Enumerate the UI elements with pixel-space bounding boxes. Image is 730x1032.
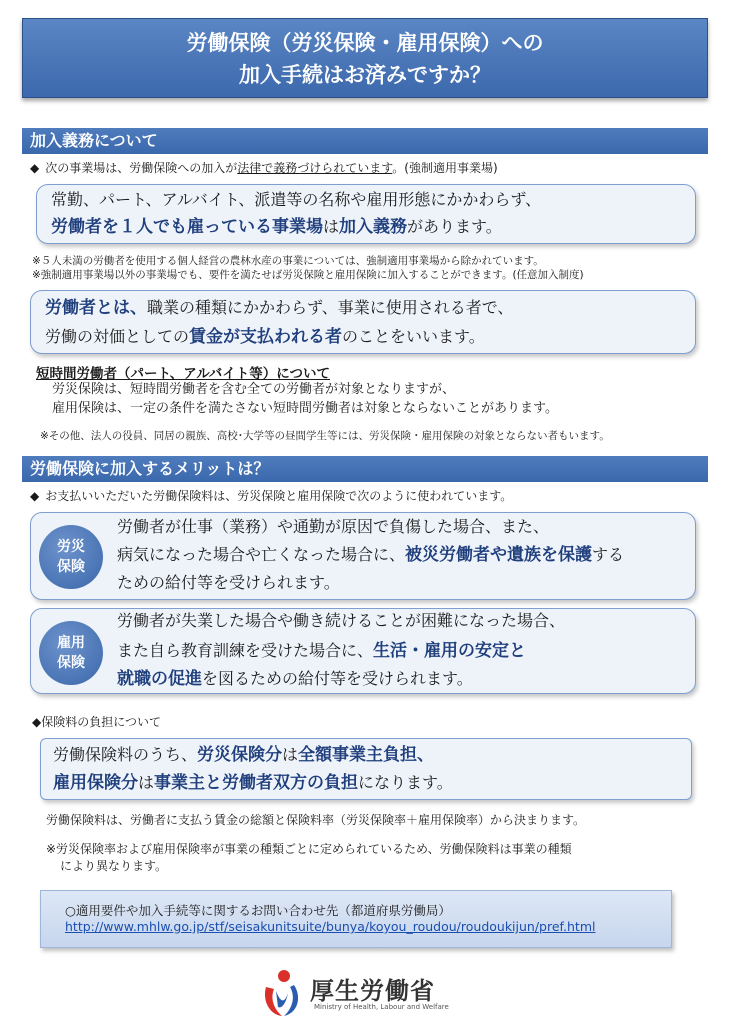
mhlw-logo bbox=[258, 965, 478, 1025]
burden-box bbox=[40, 738, 692, 800]
note-small-farm: ※５人未満の労働者を使用する個人経営の農林水産の事業については、強制適用事業場から除かれています。 bbox=[32, 255, 544, 267]
rousai-box bbox=[30, 512, 696, 600]
mhlw-emblem-icon bbox=[258, 967, 304, 1019]
diamond-icon: ◆ bbox=[30, 161, 40, 175]
note-rate-line2: により異なります。 bbox=[60, 859, 168, 873]
part-time-heading: 短時間労働者（パート、アルバイト等）について bbox=[36, 366, 331, 382]
title-line1: 労働保険（労災保険・雇用保険）への bbox=[186, 31, 544, 55]
rousai-line3: ための給付等を受けられます。 bbox=[117, 573, 340, 592]
worker-definition-box bbox=[30, 290, 696, 354]
koyou-line2: また自ら教育訓練を受けた場合に、生活・雇用の安定と bbox=[117, 641, 527, 661]
koyou-line1: 労働者が失業した場合や働き続けることが困難になった場合、 bbox=[117, 611, 566, 630]
rousai-badge: 労災 保険 bbox=[39, 525, 103, 589]
title-line2: 加入手続はお済みですか？ bbox=[239, 63, 491, 87]
contact-url-link[interactable]: http://www.mhlw.go.jp/stf/seisakunitsuite/bunya/koyou_roudou/roudoukijun/pref.html bbox=[65, 919, 596, 934]
merit-bullet: ◆ お支払いいただいた労働保険料は、労災保険と雇用保険で次のように使われています。 bbox=[30, 489, 513, 503]
diamond-icon: ◆ bbox=[30, 489, 40, 503]
logo-subtitle: Ministry of Health, Labour and Welfare bbox=[314, 1003, 449, 1011]
koyou-box bbox=[30, 608, 696, 694]
burden-heading: ◆保険料の負担について bbox=[32, 715, 161, 729]
worker-definition-line1: 労働者とは、職業の種類にかかわらず、事業に使用される者で、 bbox=[45, 298, 514, 318]
note-rate-line1: ※労災保険率および雇用保険率が事業の種類ごとに定められているため、労働保険料は事業の種類 bbox=[46, 842, 572, 856]
obligation-bullet: ◆ 次の事業場は、労働保険への加入が法律で義務づけられています。(強制適用事業場) bbox=[30, 161, 498, 175]
obligation-box-line1: 常勤、パート、アルバイト、派遣等の名称や雇用形態にかかわらず、 bbox=[51, 190, 542, 209]
obligation-box-line2: 労働者を１人でも雇っている事業場は加入義務があります。 bbox=[51, 217, 502, 237]
note-voluntary: ※強制適用事業場以外の事業場でも、要件を満たせば労災保険と雇用保険に加入することができます。(任意加入制度) bbox=[32, 269, 584, 281]
obligation-box bbox=[36, 184, 696, 244]
koyou-line3: 就職の促進を図るための給付等を受けられます。 bbox=[117, 669, 473, 689]
koyou-badge: 雇用 保険 bbox=[39, 621, 103, 685]
section-header-obligation: 加入義務について bbox=[22, 128, 708, 154]
logo-name: 厚生労働省 bbox=[310, 977, 435, 1005]
note-excluded: ※その他、法人の役員、同居の親族、高校･大学等の昼間学生等には、労災保険・雇用保険の対象とならない者もいます。 bbox=[40, 430, 610, 442]
burden-line2: 雇用保険分は事業主と労働者双方の負担になります。 bbox=[53, 773, 453, 793]
part-time-line1: 労災保険は、短時間労働者を含む全ての労働者が対象となりますが、 bbox=[52, 382, 456, 397]
rousai-line1: 労働者が仕事（業務）や通勤が原因で負傷した場合、また、 bbox=[117, 517, 550, 536]
part-time-line2: 雇用保険は、一定の条件を満たさない短時間労働者は対象とならないことがあります。 bbox=[52, 401, 558, 416]
title-banner bbox=[22, 18, 708, 98]
contact-label: ○適用要件や加入手続等に関するお問い合わせ先（都道府県労働局） bbox=[65, 903, 451, 918]
worker-definition-line2: 労働の対価としての賃金が支払われる者のことをいいます。 bbox=[45, 327, 485, 347]
burden-line1: 労働保険料のうち、労災保険分は全額事業主負担、 bbox=[53, 745, 435, 765]
contact-box bbox=[40, 890, 672, 948]
premium-calc-line: 労働保険料は、労働者に支払う賃金の総額と保険料率（労災保険率＋雇用保険率）から決まります。 bbox=[46, 813, 586, 827]
rousai-line2: 病気になった場合や亡くなった場合に、被災労働者や遺族を保護する bbox=[117, 545, 625, 565]
section-header-merit: 労働保険に加入するメリットは？ bbox=[22, 456, 708, 482]
